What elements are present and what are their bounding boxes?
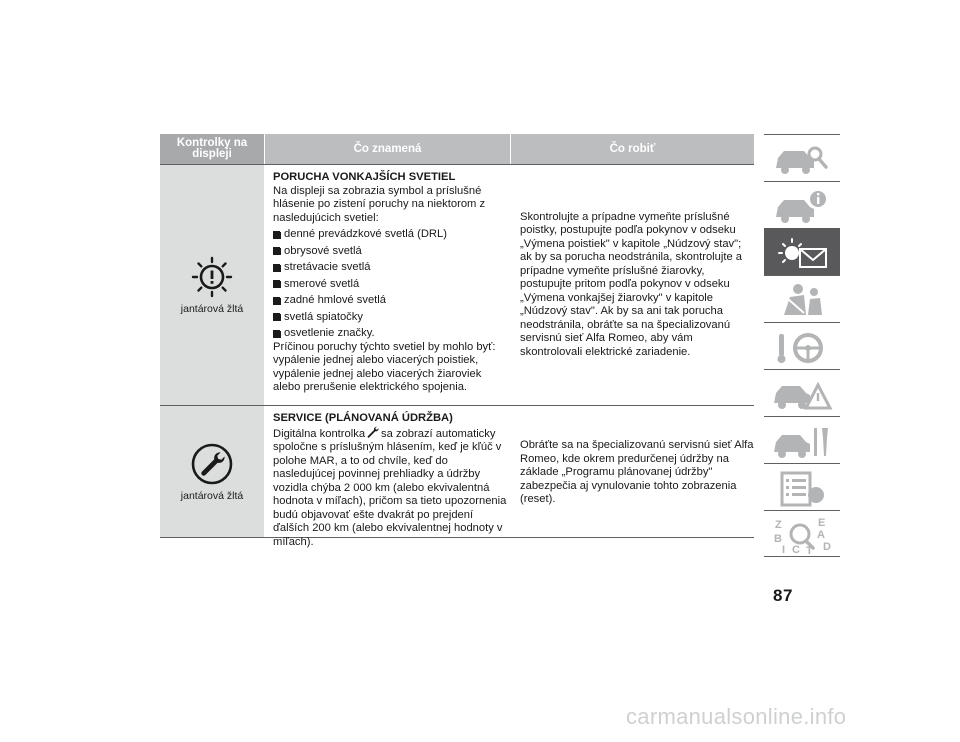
fault-intro: Na displeji sa zobrazia symbol a príslušné hlásenie po zistení poruchy na niektorom z nasledujúcich svetiel: [273, 184, 486, 224]
list-item: obrysové svetlá [273, 245, 509, 259]
exterior-light-fault-icon [190, 255, 234, 299]
table-row [160, 165, 754, 405]
index-letter: E [818, 517, 826, 529]
service-title: SERVICE (PLÁNOVANÁ ÚDRŽBA) [273, 412, 453, 424]
service-text: Digitálna kontrolka sa zobrazí automaticky spoločne s príslušným hlásením, keď je kľúč v polohe MAR, a to od chvíle, keď do nasledujúcej povinnej prehliadky a údržby vozidla chýba 2 000 km (alebo ekvivalentná hodnota v míľach), pričom sa tieto upozornenia budú objavovať ešte dvakrát po prejdení ďalších 200 km (alebo ekvivalentnej hodnoty v míľach). [273, 427, 507, 548]
header-action: Čo robiť [511, 134, 754, 164]
car-info-icon [770, 187, 834, 225]
header-indicator: Kontrolky na displeji [160, 134, 264, 164]
header-meaning: Čo znamená [265, 134, 510, 164]
tab-getting-to-know[interactable] [764, 134, 840, 181]
watermark: carmanualsonline.info [626, 704, 847, 729]
car-emergency-triangle-icon [770, 375, 834, 413]
alphabetical-index-icon [770, 516, 834, 554]
technical-data-list-icon [770, 469, 834, 507]
index-letter: B [774, 533, 782, 545]
indicator-cell [160, 165, 264, 405]
square-bullet-icon [273, 297, 281, 305]
meaning-cell [264, 165, 509, 405]
tab-warning-lights[interactable] [764, 228, 840, 275]
list-item: stretávacie svetlá [273, 261, 509, 275]
tab-passenger-safety[interactable] [764, 275, 840, 322]
warning-lights-table [160, 134, 754, 548]
list-item: zadné hmlové svetlá [273, 294, 509, 308]
list-item: svetlá spiatočky [273, 311, 509, 325]
list-item: denné prevádzkové svetlá (DRL) [273, 228, 509, 242]
square-bullet-icon [273, 231, 281, 239]
tab-emergency[interactable] [764, 369, 840, 416]
index-letter: C [792, 544, 800, 554]
action-text: Skontrolujte a prípadne vymeňte príslušné poistky, postupujte podľa pokynov v odseku „Výmena poistiek" v kapitole „Núdzový stav"; ak by sa porucha neodstránila, skontrolujte a prípadne vymeňte príslušné žiarovky, postupujte pritom podľa pokynov v odseku „Výmena vonkajšej žiarovky" v kapitole „Núdzový stav". Ak by sa ani tak porucha neodstránila, obráťte sa na špecializovanú servisnú sieť Alfa Romeo, aby vám skontrolovali elektrické zariadenie. [520, 210, 743, 358]
indicator-cell [160, 406, 264, 537]
passenger-safety-icon [770, 281, 834, 319]
square-bullet-icon [273, 330, 281, 338]
lamp-color-label: jantárová žltá [180, 303, 244, 315]
warning-light-message-icon [770, 233, 834, 271]
page-number: 87 [773, 586, 793, 605]
list-item: osvetlenie značky. [273, 327, 509, 341]
car-magnifier-icon [770, 140, 834, 178]
table-header [160, 134, 754, 164]
table-row [160, 406, 754, 548]
tab-safety-info[interactable] [764, 181, 840, 228]
tab-starting-driving[interactable] [764, 322, 840, 369]
fault-outro: Príčinou poruchy týchto svetiel by mohlo byť: vypálenie jednej alebo viacerých poistiek, vypálenie jednej alebo viacerých žiaroviek alebo prerušenie elektrického spojenia. [273, 340, 496, 393]
fault-title: PORUCHA VONKAJŠÍCH SVETIEL [273, 171, 456, 183]
index-letter: A [817, 529, 825, 541]
tab-maintenance[interactable] [764, 416, 840, 463]
wrench-icon [190, 442, 234, 486]
index-letter: D [823, 541, 831, 553]
index-letter: I [782, 544, 786, 554]
wrench-icon [367, 426, 379, 438]
action-cell [509, 406, 754, 537]
square-bullet-icon [273, 280, 281, 288]
index-letter: Z [775, 519, 782, 531]
square-bullet-icon [273, 313, 281, 321]
square-bullet-icon [273, 264, 281, 272]
chapter-nav [764, 134, 840, 557]
square-bullet-icon [273, 247, 281, 255]
meaning-cell [264, 406, 509, 548]
tab-index[interactable] [764, 510, 840, 557]
action-text: Obráťte sa na špecializovanú servisnú sieť Alfa Romeo, kde okrem predurčenej údržby na základe „Programu plánovanej údržby" zabezpečia aj vynulovanie tohto zobrazenia (reset). [520, 439, 754, 505]
car-tools-icon [770, 422, 834, 460]
tab-technical-data[interactable] [764, 463, 840, 510]
key-steering-wheel-icon [770, 328, 834, 366]
index-letter: T [806, 545, 813, 554]
action-cell [509, 165, 754, 405]
lamp-color-label: jantárová žltá [180, 489, 244, 502]
list-item: smerové svetlá [273, 278, 509, 292]
